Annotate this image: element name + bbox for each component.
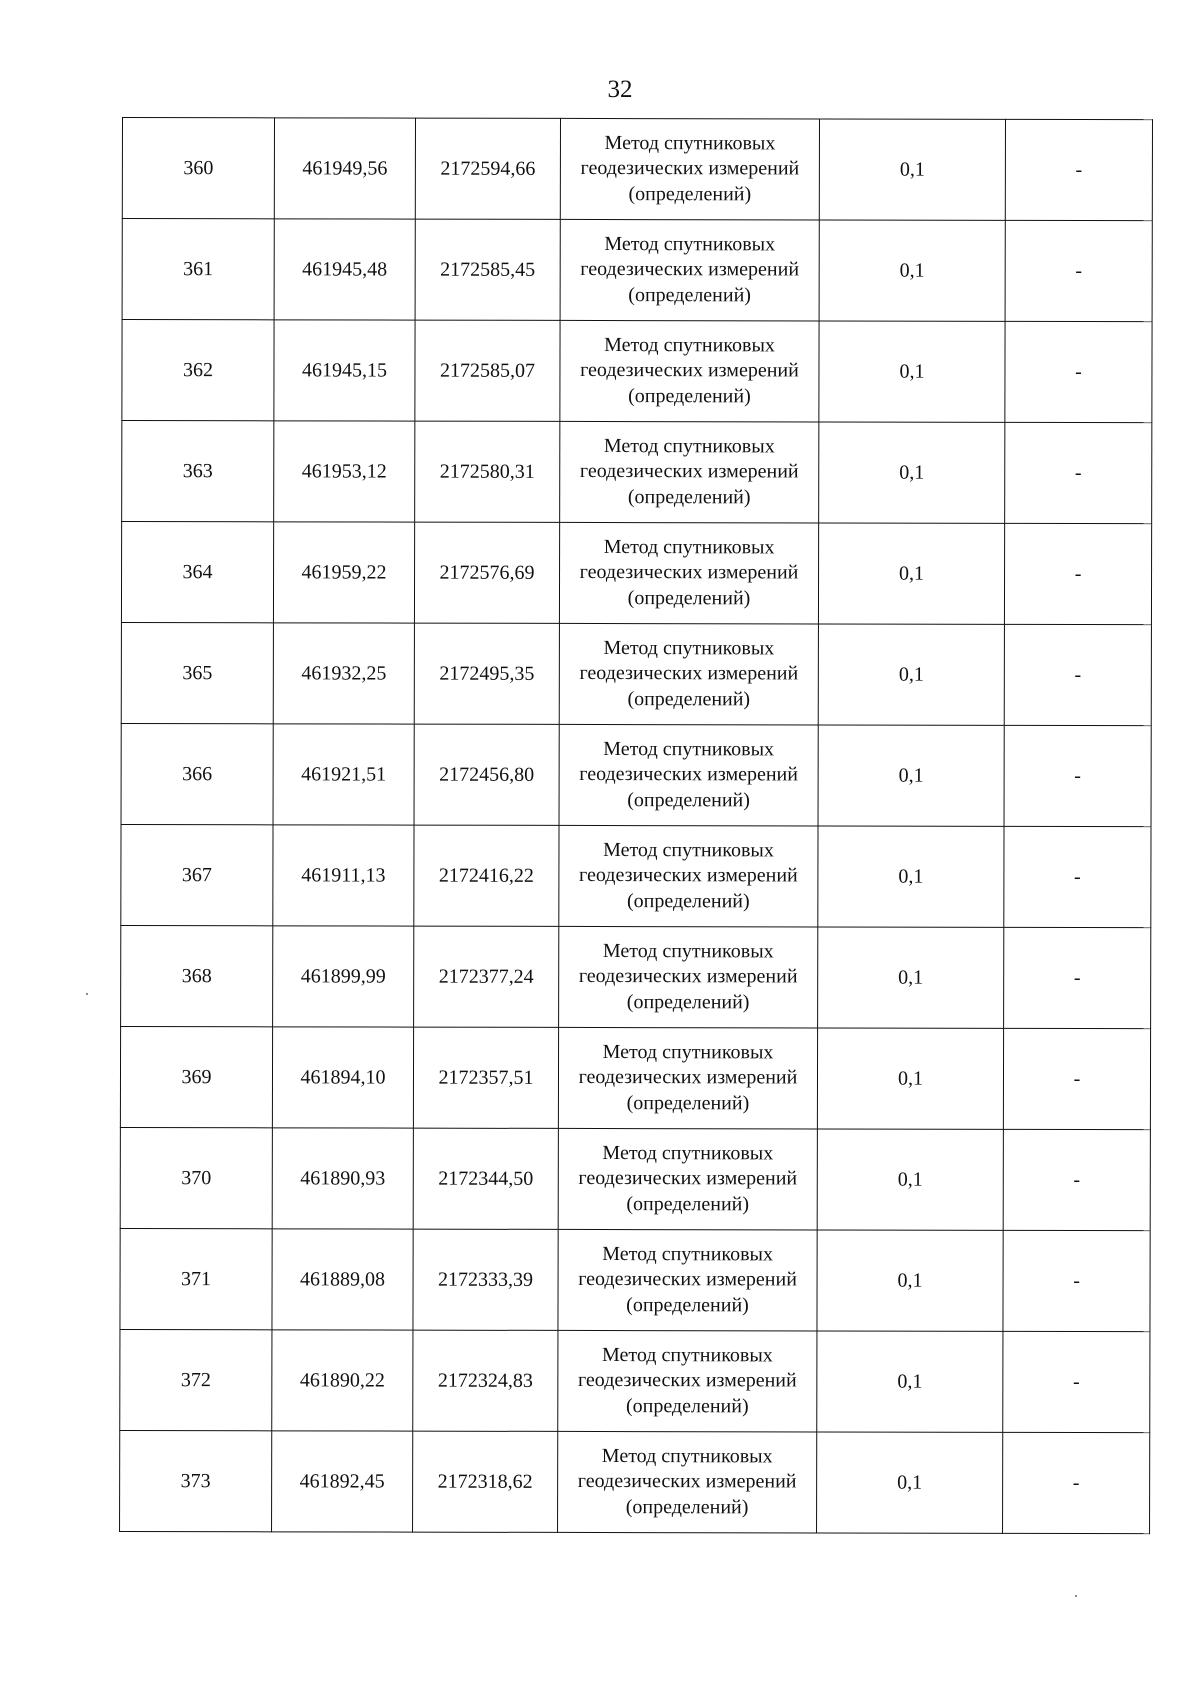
point-number-cell: 364: [121, 522, 273, 623]
method-line: геодезических измерений: [580, 359, 799, 382]
scan-speck: [1075, 1595, 1077, 1597]
note-cell: -: [1004, 624, 1151, 725]
method-line: (определений): [626, 990, 750, 1014]
accuracy-cell: 0,1: [817, 1230, 1003, 1331]
x-coordinate-cell: 461945,15: [274, 320, 415, 421]
accuracy-cell: 0,1: [819, 321, 1005, 422]
note-cell: -: [1004, 523, 1151, 624]
note-cell: -: [1005, 321, 1152, 422]
method-cell: [560, 219, 819, 321]
accuracy-cell: 0,1: [818, 523, 1004, 624]
note-cell: -: [1004, 826, 1151, 927]
method-cell: [558, 1431, 817, 1533]
point-number-cell: 367: [121, 824, 273, 925]
point-number-cell: 366: [121, 723, 273, 824]
method-line: (определений): [628, 283, 751, 307]
note-cell: -: [1003, 1129, 1150, 1230]
table-row: [120, 1430, 1150, 1533]
method-cell: [559, 724, 818, 826]
page-number: 32: [607, 76, 633, 103]
method-cell: [560, 118, 819, 220]
table-row: [122, 118, 1152, 221]
point-number-cell: 373: [120, 1430, 272, 1531]
method-line: Метод спутниковых: [604, 333, 775, 357]
method-cell: [560, 421, 819, 523]
y-coordinate-cell: 2172585,45: [415, 219, 560, 320]
method-line: геодезических измерений: [579, 460, 799, 483]
method-line: Метод спутниковых: [604, 232, 776, 256]
method-line: геодезических измерений: [578, 1167, 798, 1190]
point-number-cell: 363: [122, 421, 274, 522]
accuracy-cell: 0,1: [818, 624, 1004, 725]
accuracy-cell: 0,1: [817, 1432, 1003, 1533]
method-line: (определений): [626, 1091, 750, 1115]
y-coordinate-cell: 2172594,66: [415, 118, 560, 219]
method-line: Метод спутниковых: [603, 434, 775, 458]
accuracy-cell: 0,1: [817, 1331, 1003, 1432]
method-line: Метод спутниковых: [602, 1040, 774, 1064]
method-line: геодезических измерений: [579, 561, 799, 584]
method-line: геодезических измерений: [578, 965, 798, 988]
y-coordinate-cell: 2172416,22: [414, 825, 559, 926]
x-coordinate-cell: 461945,48: [274, 219, 415, 320]
x-coordinate-cell: 461892,45: [272, 1431, 413, 1532]
method-line: геодезических измерений: [580, 157, 800, 180]
x-coordinate-cell: 461921,51: [273, 724, 414, 825]
table-row: [120, 1127, 1150, 1230]
method-line: геодезических измерений: [577, 1369, 797, 1392]
table-row: [122, 320, 1152, 423]
x-coordinate-cell: 461959,22: [273, 522, 414, 623]
table-row: [120, 1026, 1150, 1129]
y-coordinate-cell: 2172344,50: [413, 1128, 558, 1229]
x-coordinate-cell: 461890,22: [272, 1330, 413, 1431]
note-cell: -: [1003, 1028, 1150, 1129]
accuracy-cell: 0,1: [818, 927, 1004, 1028]
note-cell: -: [1004, 927, 1151, 1028]
x-coordinate-cell: 461899,99: [273, 926, 414, 1027]
accuracy-cell: 0,1: [817, 1129, 1003, 1230]
method-line: Метод спутниковых: [604, 131, 776, 155]
method-line: геодезических измерений: [580, 258, 800, 281]
method-line: геодезических измерений: [579, 662, 799, 685]
method-cell: [558, 1128, 817, 1230]
table-body: [120, 118, 1153, 1534]
note-cell: -: [1005, 422, 1152, 523]
point-number-cell: 372: [120, 1329, 272, 1430]
y-coordinate-cell: 2172333,39: [413, 1229, 558, 1330]
note-cell: -: [1005, 220, 1152, 321]
accuracy-cell: 0,1: [819, 119, 1005, 220]
y-coordinate-cell: 2172585,07: [415, 320, 560, 421]
method-line: (определений): [625, 1394, 749, 1418]
point-number-cell: 369: [120, 1026, 272, 1127]
accuracy-cell: 0,1: [819, 422, 1005, 523]
method-line: (определений): [627, 687, 751, 711]
point-number-cell: 361: [122, 219, 274, 320]
note-cell: -: [1005, 119, 1152, 220]
table-row: [121, 622, 1151, 725]
method-line: (определений): [627, 788, 750, 812]
method-line: (определений): [627, 586, 751, 610]
method-line: геодезических измерений: [578, 1268, 797, 1291]
table-row: [121, 925, 1151, 1028]
table-row: [120, 1228, 1150, 1331]
method-cell: [558, 1229, 817, 1331]
method-cell: [559, 623, 818, 725]
table-row: [122, 219, 1152, 322]
note-cell: -: [1004, 725, 1151, 826]
method-line: (определений): [627, 889, 750, 913]
scan-speck: [86, 993, 88, 995]
table-row: [122, 421, 1152, 524]
point-number-cell: 368: [121, 925, 273, 1026]
x-coordinate-cell: 461949,56: [274, 118, 415, 219]
y-coordinate-cell: 2172357,51: [413, 1027, 558, 1128]
method-line: (определений): [626, 1192, 750, 1216]
method-cell: [558, 1330, 817, 1432]
x-coordinate-cell: 461894,10: [272, 1027, 413, 1128]
point-number-cell: 365: [121, 622, 273, 723]
method-line: Метод спутниковых: [603, 838, 774, 862]
table-row: [120, 1329, 1150, 1432]
point-number-cell: 371: [120, 1228, 272, 1329]
note-cell: -: [1003, 1331, 1150, 1432]
method-line: Метод спутниковых: [602, 1141, 774, 1165]
note-cell: -: [1003, 1230, 1150, 1331]
method-line: Метод спутниковых: [601, 1444, 773, 1468]
method-cell: [560, 320, 819, 422]
accuracy-cell: 0,1: [819, 220, 1005, 321]
x-coordinate-cell: 461890,93: [272, 1128, 413, 1229]
point-number-cell: 362: [122, 320, 274, 421]
method-line: геодезических измерений: [577, 1470, 797, 1493]
method-cell: [559, 825, 818, 927]
accuracy-cell: 0,1: [818, 725, 1004, 826]
y-coordinate-cell: 2172324,83: [413, 1330, 558, 1431]
table-row: [121, 824, 1151, 927]
accuracy-cell: 0,1: [817, 1028, 1003, 1129]
x-coordinate-cell: 461953,12: [274, 421, 415, 522]
method-line: Метод спутниковых: [601, 1343, 773, 1367]
method-line: (определений): [628, 182, 752, 206]
method-line: (определений): [628, 384, 751, 408]
method-cell: [559, 522, 818, 624]
y-coordinate-cell: 2172580,31: [415, 421, 560, 522]
y-coordinate-cell: 2172377,24: [414, 926, 559, 1027]
y-coordinate-cell: 2172456,80: [414, 724, 559, 825]
y-coordinate-cell: 2172576,69: [414, 522, 559, 623]
method-cell: [558, 1027, 817, 1129]
x-coordinate-cell: 461911,13: [273, 825, 414, 926]
method-line: Метод спутниковых: [602, 1242, 774, 1266]
method-line: Метод спутниковых: [603, 636, 775, 660]
method-line: геодезических измерений: [579, 763, 799, 786]
method-cell: [559, 926, 818, 1028]
point-number-cell: 360: [122, 118, 274, 219]
method-line: Метод спутниковых: [602, 939, 774, 963]
coordinates-table: [119, 117, 1153, 1534]
method-line: Метод спутниковых: [603, 737, 775, 761]
accuracy-cell: 0,1: [818, 826, 1004, 927]
table-row: [121, 522, 1151, 625]
method-line: геодезических измерений: [579, 864, 798, 887]
x-coordinate-cell: 461889,08: [272, 1229, 413, 1330]
method-line: (определений): [625, 1495, 749, 1519]
table-row: [121, 723, 1151, 826]
point-number-cell: 370: [120, 1127, 272, 1228]
note-cell: -: [1003, 1432, 1150, 1533]
method-line: (определений): [626, 1293, 749, 1317]
method-line: геодезических измерений: [578, 1066, 798, 1089]
y-coordinate-cell: 2172495,35: [414, 623, 559, 724]
method-line: Метод спутниковых: [603, 535, 775, 559]
method-line: (определений): [627, 485, 751, 509]
x-coordinate-cell: 461932,25: [273, 623, 414, 724]
y-coordinate-cell: 2172318,62: [413, 1431, 558, 1532]
